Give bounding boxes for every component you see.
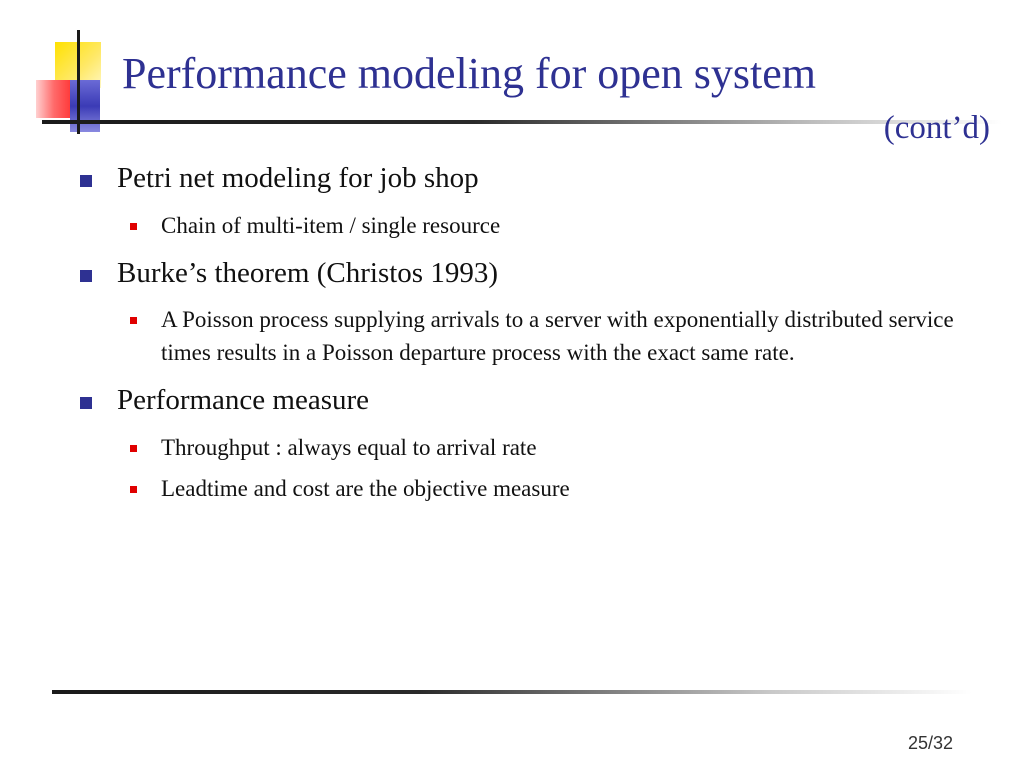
sub-bullet-item (130, 304, 960, 370)
square-bullet-icon (130, 486, 137, 493)
sub-bullet-text: Chain of multi-item / single resource (161, 212, 501, 238)
square-bullet-icon (80, 270, 92, 282)
corner-decoration-vertical-line (77, 30, 80, 134)
sub-bullet-item (130, 473, 960, 506)
slide-title: Performance modeling for open system (122, 49, 817, 98)
bullet-text: Petri net modeling for job shop (117, 162, 479, 194)
square-bullet-icon (80, 397, 92, 409)
slide-subtitle: (cont’d) (883, 110, 990, 146)
sub-bullet-text: A Poisson process supplying arrivals to a server with exponentially distributed service times results in a Poisson departure process with the exact same rate. (161, 307, 954, 366)
title-divider (42, 120, 1002, 124)
sub-bullet-text: Throughput : always equal to arrival rate (161, 434, 537, 460)
footer-divider (52, 690, 972, 694)
square-bullet-icon (80, 175, 92, 187)
corner-decoration-blue (70, 80, 100, 132)
sub-bullet-list (130, 210, 960, 243)
bullet-list (80, 160, 960, 517)
bullet-item (80, 255, 960, 293)
sub-bullet-item (130, 210, 960, 243)
bullet-text: Burke’s theorem (Christos 1993) (117, 256, 498, 289)
bullet-text: Performance measure (117, 384, 370, 416)
sub-bullet-text: Leadtime and cost are the objective measure (161, 475, 570, 501)
sub-bullet-list (130, 304, 960, 370)
sub-bullet-list (130, 432, 960, 506)
page-number: 25/32 (908, 733, 954, 753)
bullet-item (80, 160, 960, 198)
sub-bullet-item (130, 432, 960, 465)
bullet-item (80, 382, 960, 420)
square-bullet-icon (130, 445, 137, 452)
square-bullet-icon (130, 223, 137, 230)
square-bullet-icon (130, 317, 137, 324)
